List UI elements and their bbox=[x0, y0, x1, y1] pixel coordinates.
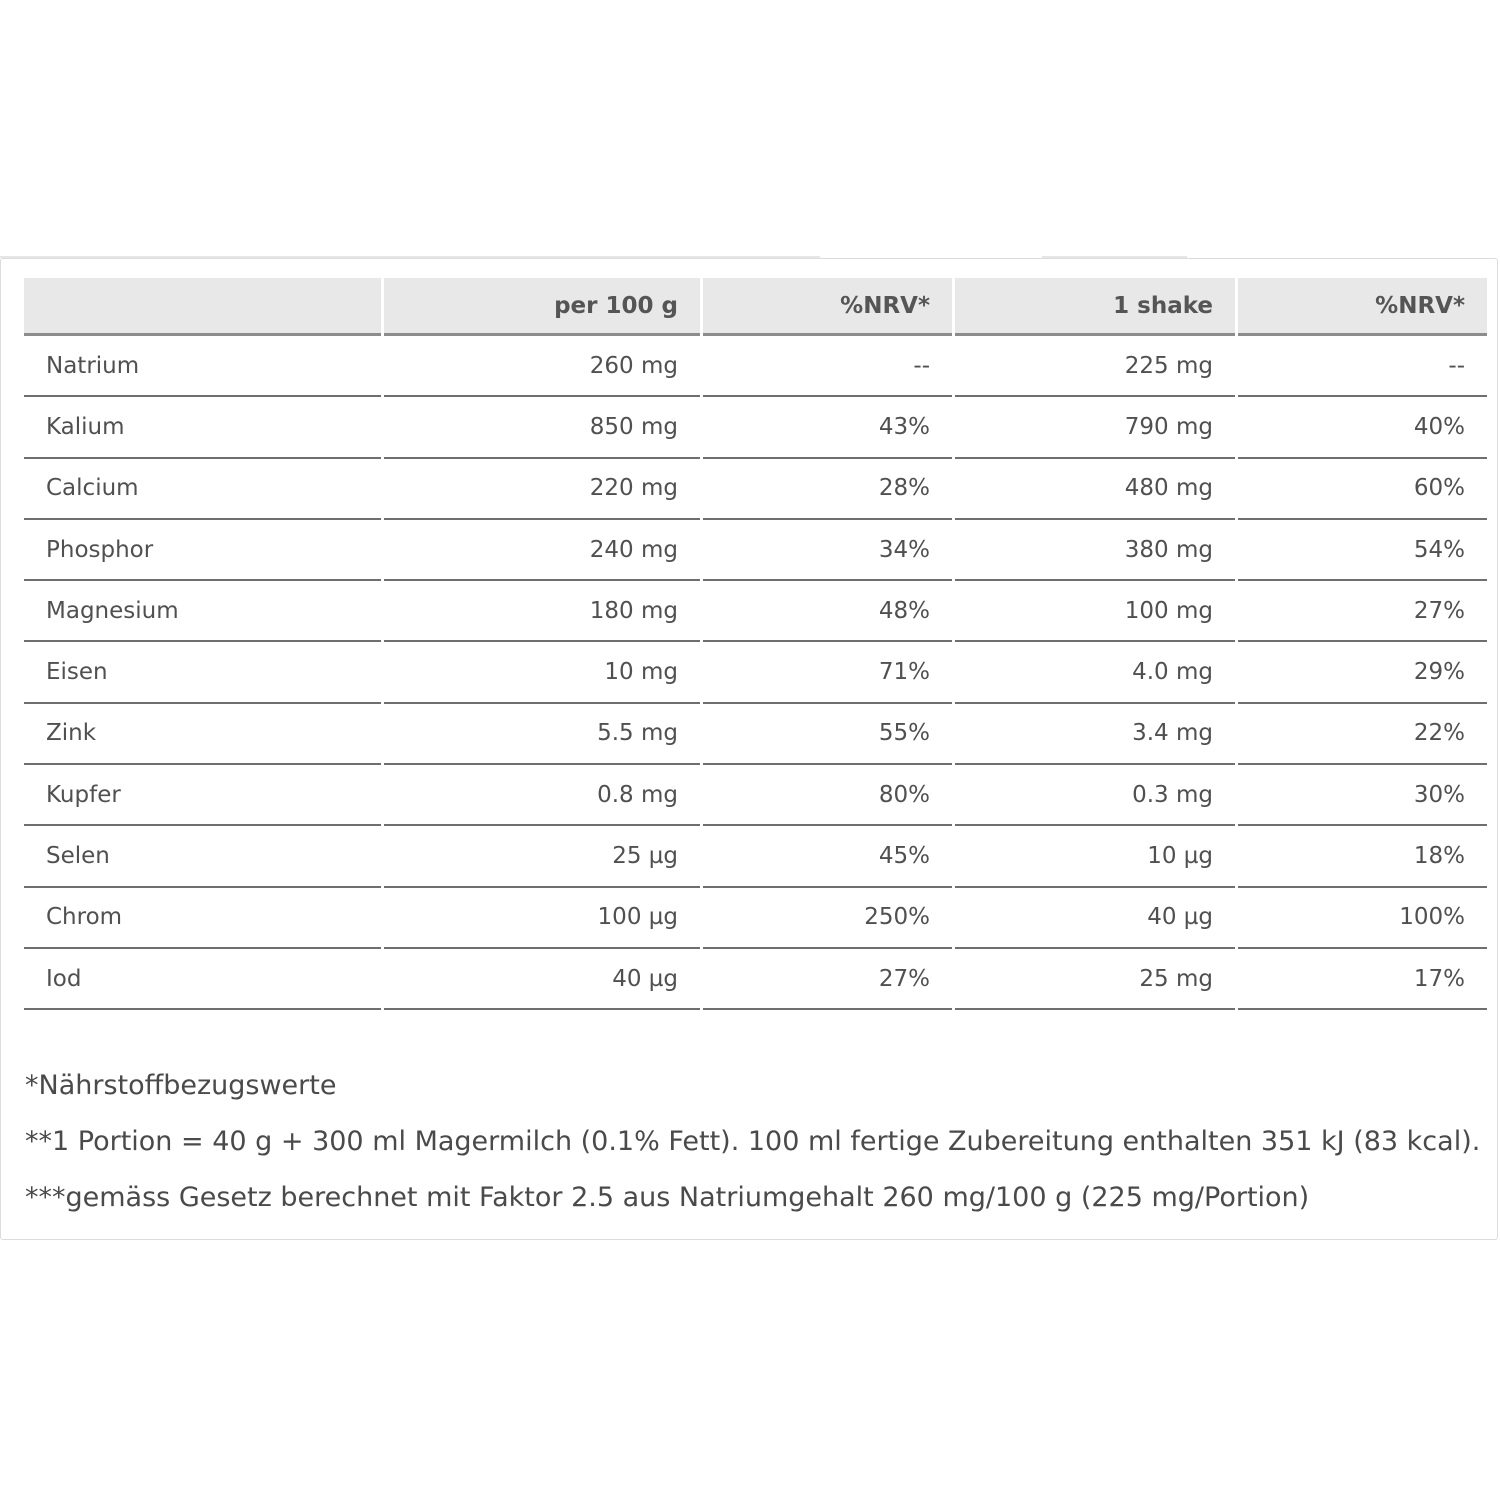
value-per-100g: 260 mg bbox=[384, 336, 700, 397]
value-per-100g: 10 mg bbox=[384, 642, 700, 703]
header-nrv-per-shake: %NRV* bbox=[1238, 278, 1487, 336]
nutrient-name: Magnesium bbox=[24, 581, 381, 642]
value-per-100g: 25 µg bbox=[384, 826, 700, 887]
value-per-shake: 0.3 mg bbox=[955, 765, 1235, 826]
footnote-portion: **1 Portion = 40 g + 300 ml Magermilch (0.1% Fett). 100 ml fertige Zubereitung enthalten 351 kJ (83 kcal). bbox=[25, 1126, 1481, 1157]
nrv-per-100g: 27% bbox=[703, 949, 952, 1010]
nrv-per-100g: 80% bbox=[703, 765, 952, 826]
value-per-shake: 10 µg bbox=[955, 826, 1235, 887]
value-per-shake: 3.4 mg bbox=[955, 704, 1235, 765]
table-row bbox=[24, 520, 1487, 581]
table-row bbox=[24, 642, 1487, 703]
header-nutrient bbox=[24, 278, 381, 336]
value-per-100g: 850 mg bbox=[384, 397, 700, 458]
table-row bbox=[24, 765, 1487, 826]
nrv-per-100g: 250% bbox=[703, 888, 952, 949]
table-row bbox=[24, 581, 1487, 642]
value-per-100g: 100 µg bbox=[384, 888, 700, 949]
nrv-per-shake: -- bbox=[1238, 336, 1487, 397]
nutrient-name: Zink bbox=[24, 704, 381, 765]
nutrition-table bbox=[21, 278, 1490, 1010]
nrv-per-100g: 45% bbox=[703, 826, 952, 887]
nrv-per-shake: 29% bbox=[1238, 642, 1487, 703]
value-per-100g: 40 µg bbox=[384, 949, 700, 1010]
header-nrv-per-100g: %NRV* bbox=[703, 278, 952, 336]
nrv-per-100g: 71% bbox=[703, 642, 952, 703]
nrv-per-shake: 54% bbox=[1238, 520, 1487, 581]
value-per-100g: 0.8 mg bbox=[384, 765, 700, 826]
value-per-100g: 180 mg bbox=[384, 581, 700, 642]
nrv-per-100g: -- bbox=[703, 336, 952, 397]
nutrient-name: Natrium bbox=[24, 336, 381, 397]
value-per-100g: 240 mg bbox=[384, 520, 700, 581]
nutrient-name: Selen bbox=[24, 826, 381, 887]
nrv-per-100g: 43% bbox=[703, 397, 952, 458]
value-per-shake: 790 mg bbox=[955, 397, 1235, 458]
nrv-per-100g: 28% bbox=[703, 459, 952, 520]
nutrient-name: Iod bbox=[24, 949, 381, 1010]
value-per-shake: 25 mg bbox=[955, 949, 1235, 1010]
table-header-row bbox=[24, 278, 1487, 336]
nrv-per-100g: 48% bbox=[703, 581, 952, 642]
value-per-100g: 5.5 mg bbox=[384, 704, 700, 765]
footnote-nrv: *Nährstoffbezugswerte bbox=[25, 1070, 337, 1101]
nutrient-name: Eisen bbox=[24, 642, 381, 703]
value-per-shake: 4.0 mg bbox=[955, 642, 1235, 703]
value-per-shake: 100 mg bbox=[955, 581, 1235, 642]
value-per-100g: 220 mg bbox=[384, 459, 700, 520]
table-row bbox=[24, 888, 1487, 949]
value-per-shake: 225 mg bbox=[955, 336, 1235, 397]
nrv-per-shake: 60% bbox=[1238, 459, 1487, 520]
nrv-per-shake: 18% bbox=[1238, 826, 1487, 887]
nutrient-name: Kalium bbox=[24, 397, 381, 458]
nrv-per-shake: 17% bbox=[1238, 949, 1487, 1010]
nutrient-name: Calcium bbox=[24, 459, 381, 520]
header-per-shake: 1 shake bbox=[955, 278, 1235, 336]
table-row bbox=[24, 397, 1487, 458]
nrv-per-shake: 30% bbox=[1238, 765, 1487, 826]
table-row bbox=[24, 949, 1487, 1010]
nrv-per-shake: 40% bbox=[1238, 397, 1487, 458]
nrv-per-shake: 22% bbox=[1238, 704, 1487, 765]
footnotes bbox=[25, 1058, 1495, 1226]
nutrient-name: Chrom bbox=[24, 888, 381, 949]
value-per-shake: 480 mg bbox=[955, 459, 1235, 520]
nutrient-name: Phosphor bbox=[24, 520, 381, 581]
nutrient-name: Kupfer bbox=[24, 765, 381, 826]
table-row bbox=[24, 826, 1487, 887]
table-row bbox=[24, 459, 1487, 520]
table-row bbox=[24, 704, 1487, 765]
nrv-per-shake: 100% bbox=[1238, 888, 1487, 949]
table-header bbox=[24, 278, 1487, 336]
table-row bbox=[24, 336, 1487, 397]
nrv-per-100g: 34% bbox=[703, 520, 952, 581]
value-per-shake: 380 mg bbox=[955, 520, 1235, 581]
nrv-per-shake: 27% bbox=[1238, 581, 1487, 642]
nrv-per-100g: 55% bbox=[703, 704, 952, 765]
header-per-100g: per 100 g bbox=[384, 278, 700, 336]
table-body bbox=[24, 336, 1487, 1010]
footnote-salt: ***gemäss Gesetz berechnet mit Faktor 2.5 aus Natriumgehalt 260 mg/100 g (225 mg/Portion) bbox=[25, 1182, 1310, 1213]
value-per-shake: 40 µg bbox=[955, 888, 1235, 949]
